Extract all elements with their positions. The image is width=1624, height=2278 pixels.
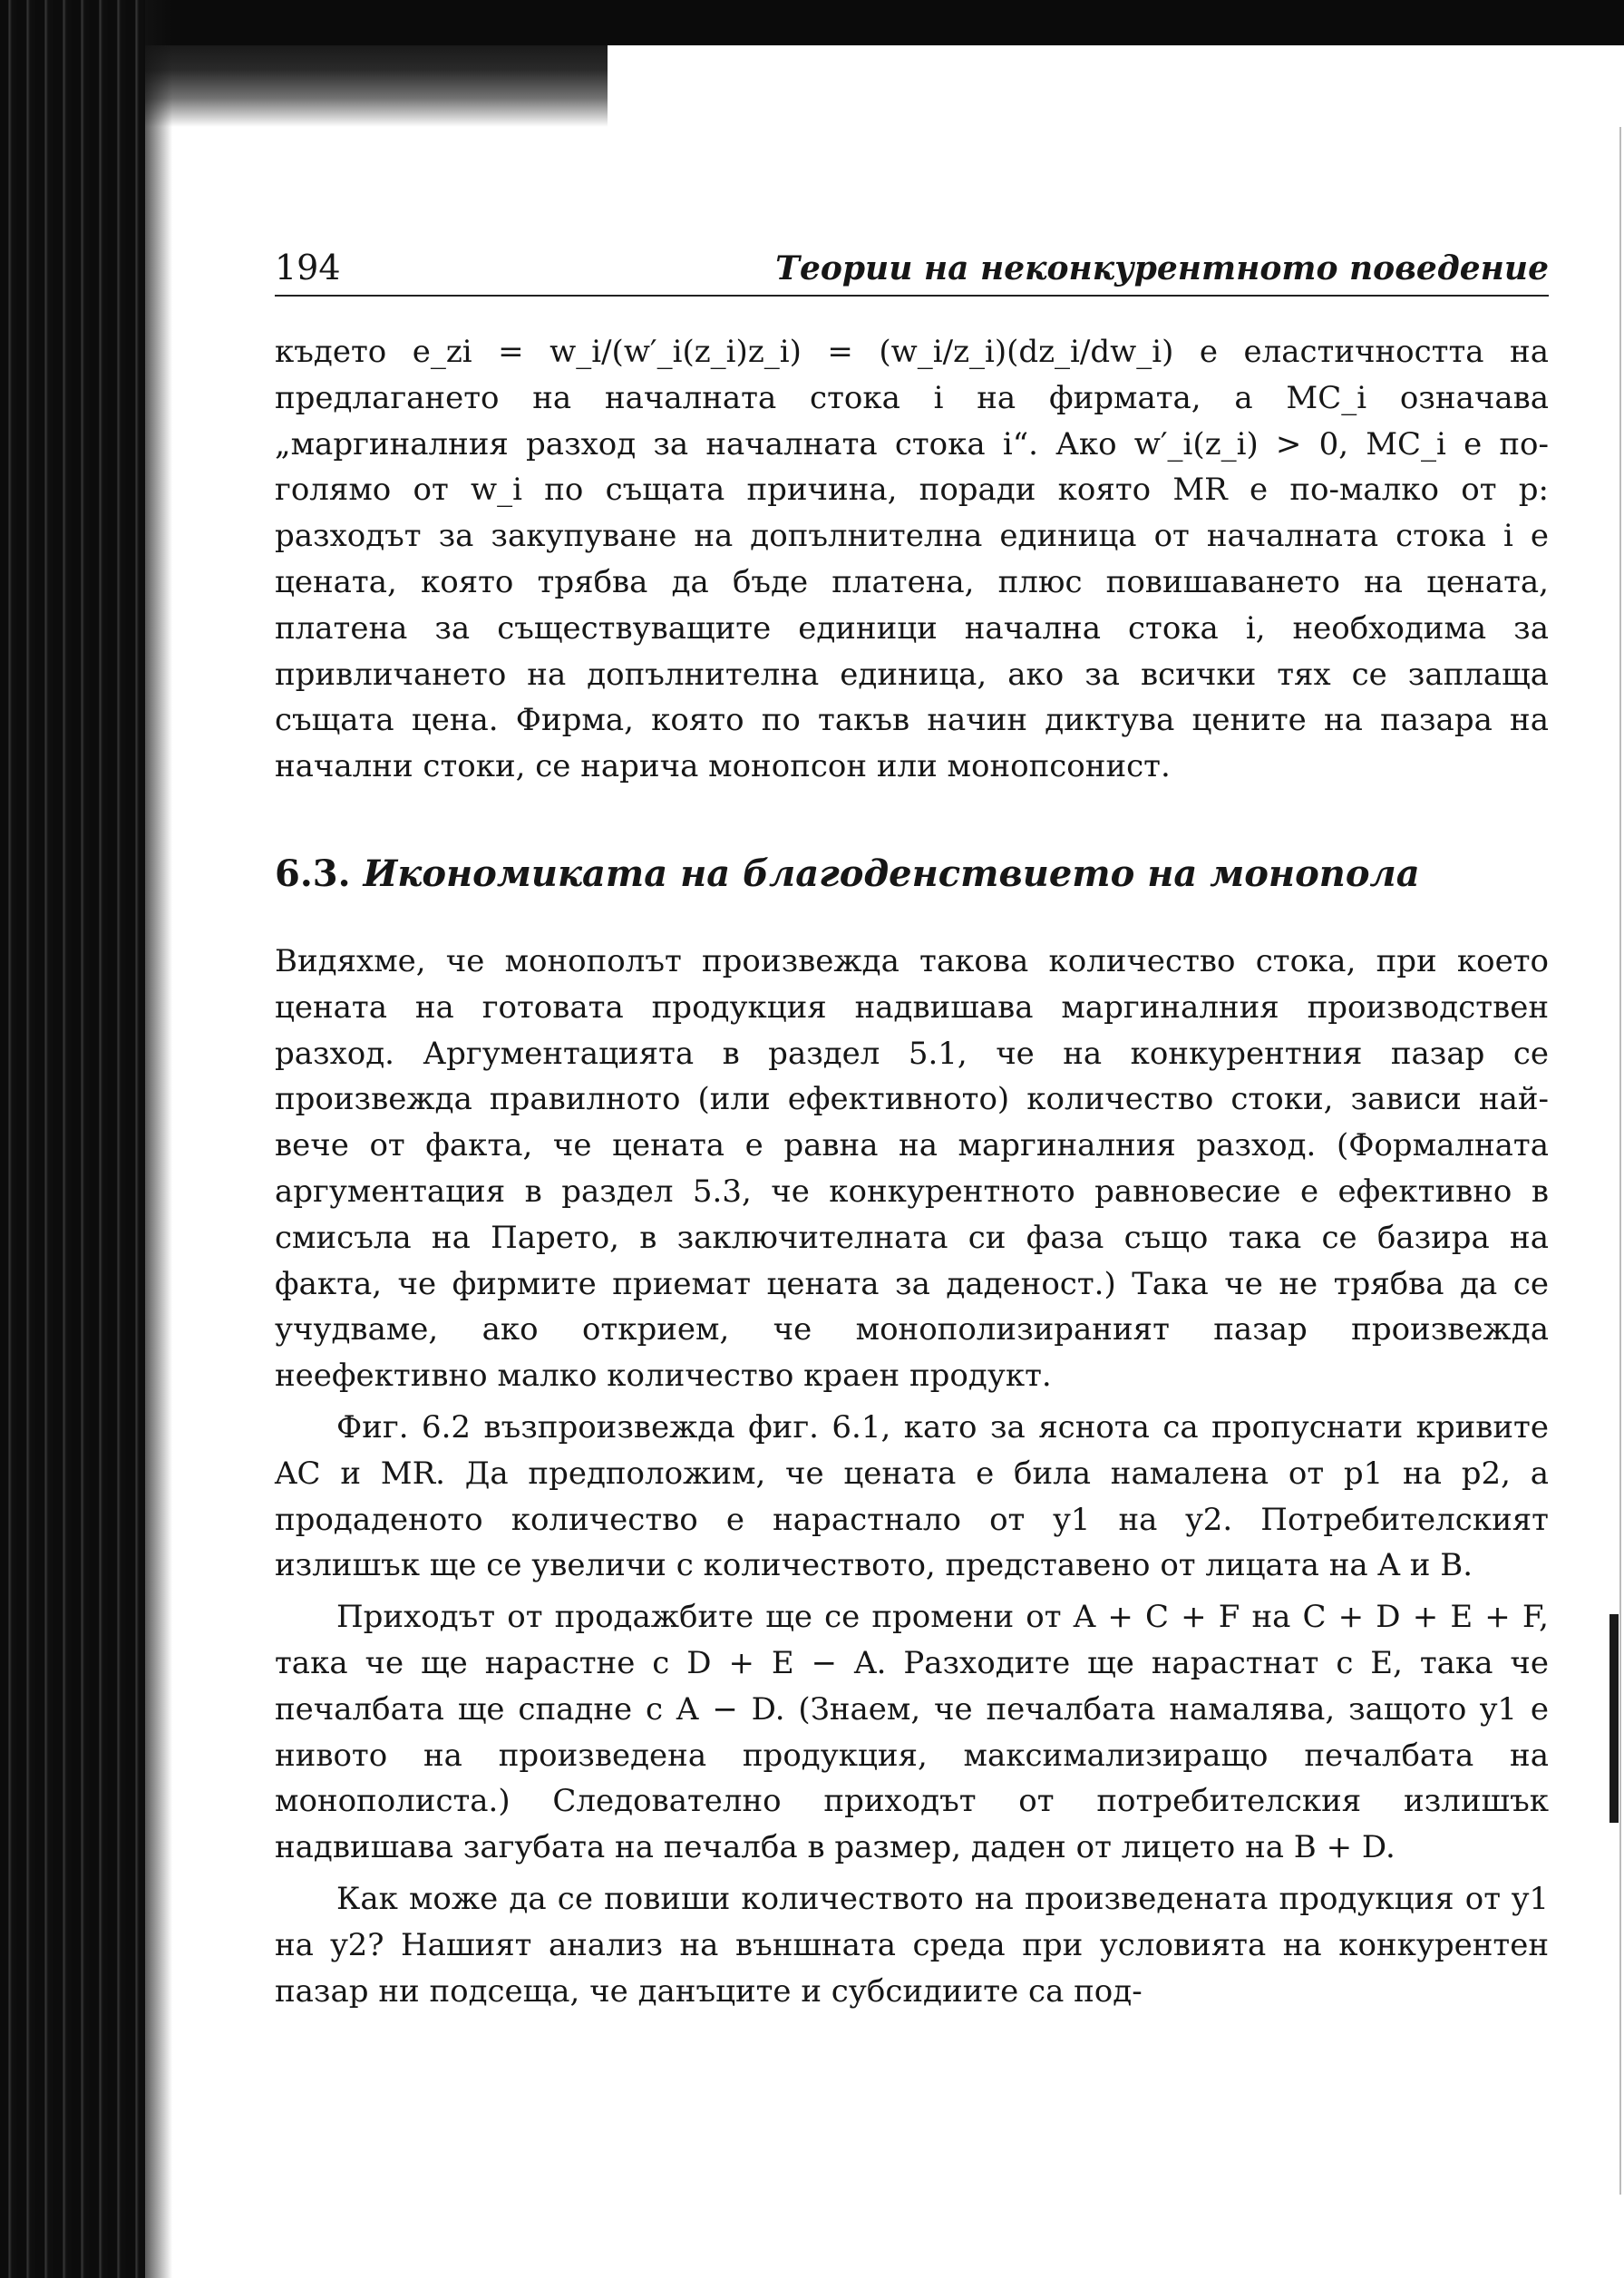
page-number: 194 <box>275 248 341 287</box>
section-number: 6.3. <box>275 852 351 895</box>
scan-edge-mark <box>1609 1614 1619 1823</box>
scan-shadow <box>145 0 172 2278</box>
scan-edge-line <box>1619 127 1621 2195</box>
paragraph-monopoly-efficiency: Видяхме, че монополът произвежда такова количество стока, при което цената на готовата продукция надвишава маргиналния производствен разход. Аргументацията в раздел 5.1, че на конкурентния пазар се произвежда правилното (или ефективното) количество стоки, зависи най-вече от факта, че цената е равна на маргиналния разход. (Формалната аргументация в раздел 5.3, че конкурентното равновесие е ефективно в смисъла на Парето, в заключителната си фаза също така се базира на факта, че фирмите приемат цената за даденост.) Така че не трябва да се учудваме, ако открием, че монополизираният пазар произвежда неефективно малко количество краен продукт. <box>275 942 1549 1395</box>
paragraph-revenue-change: Приходът от продажбите ще се промени от A + C + F на C + D + E + F, така че ще нарастне с D + E − A. Разходите ще нарастнат с E, така че печалбата ще спадне с A − D. (Знаем, че печалбата намалява, защото y1 е нивото на произведена продукция, максимализиращо печалбата на монополиста.) Следователно приходът от потребителския излишък надвишава загубата на печалба в размер, даден от лицето на B + D. <box>275 1599 1549 1866</box>
scan-smudge <box>100 45 608 127</box>
paragraph-elasticity: където e_zi = w_i/(w′_i(z_i)z_i) = (w_i/z_i)(dz_i/dw_i) е еластичността на предлагането на началната стока i на фирмата, а MC_i означава „маргиналния разход за началната стока i“. Ако w′_i(z_i) > 0, MC_i е по-голямо от w_i по същата причина, поради която MR е по-малко от p: разходът за закупуване на допълнителна единица от началната стока i е цената, която трябва да бъде платена, плюс повишаването на цената, платена за съществуващите единици начална стока i, необходима за привличането на допълнителна единица, ако за всички тях се заплаща същата цена. Фирма, която по такъв начин диктува цените на пазара на начални стоки, се нарича монопсон или монопсонист. <box>275 334 1549 785</box>
running-header <box>275 240 1549 297</box>
section-title: Икономиката на благоденствието на монопола <box>363 852 1420 895</box>
paragraph-output-increase: Как може да се повиши количеството на произведената продукция от y1 на y2? Нашият анализ на външната среда при условията на конкурентен пазар ни подсеща, че данъците и субсидиите са под- <box>275 1880 1549 2010</box>
book-page <box>275 240 1549 2014</box>
running-title: Теории на неконкурентното поведение <box>775 249 1549 287</box>
scan-border-top <box>0 0 1624 45</box>
section-heading <box>275 850 1549 899</box>
paragraph-figure-6-2: Фиг. 6.2 възпроизвежда фиг. 6.1, като за яснота са пропуснати кривите AC и MR. Да предположим, че цената е била намалена от p1 на p2, а продаденото количество е нарастнало от y1 на y2. Потребителският излишък ще се увеличи с количеството, представено от лицата на A и B. <box>275 1408 1549 1584</box>
scan-border-left <box>0 0 145 2278</box>
